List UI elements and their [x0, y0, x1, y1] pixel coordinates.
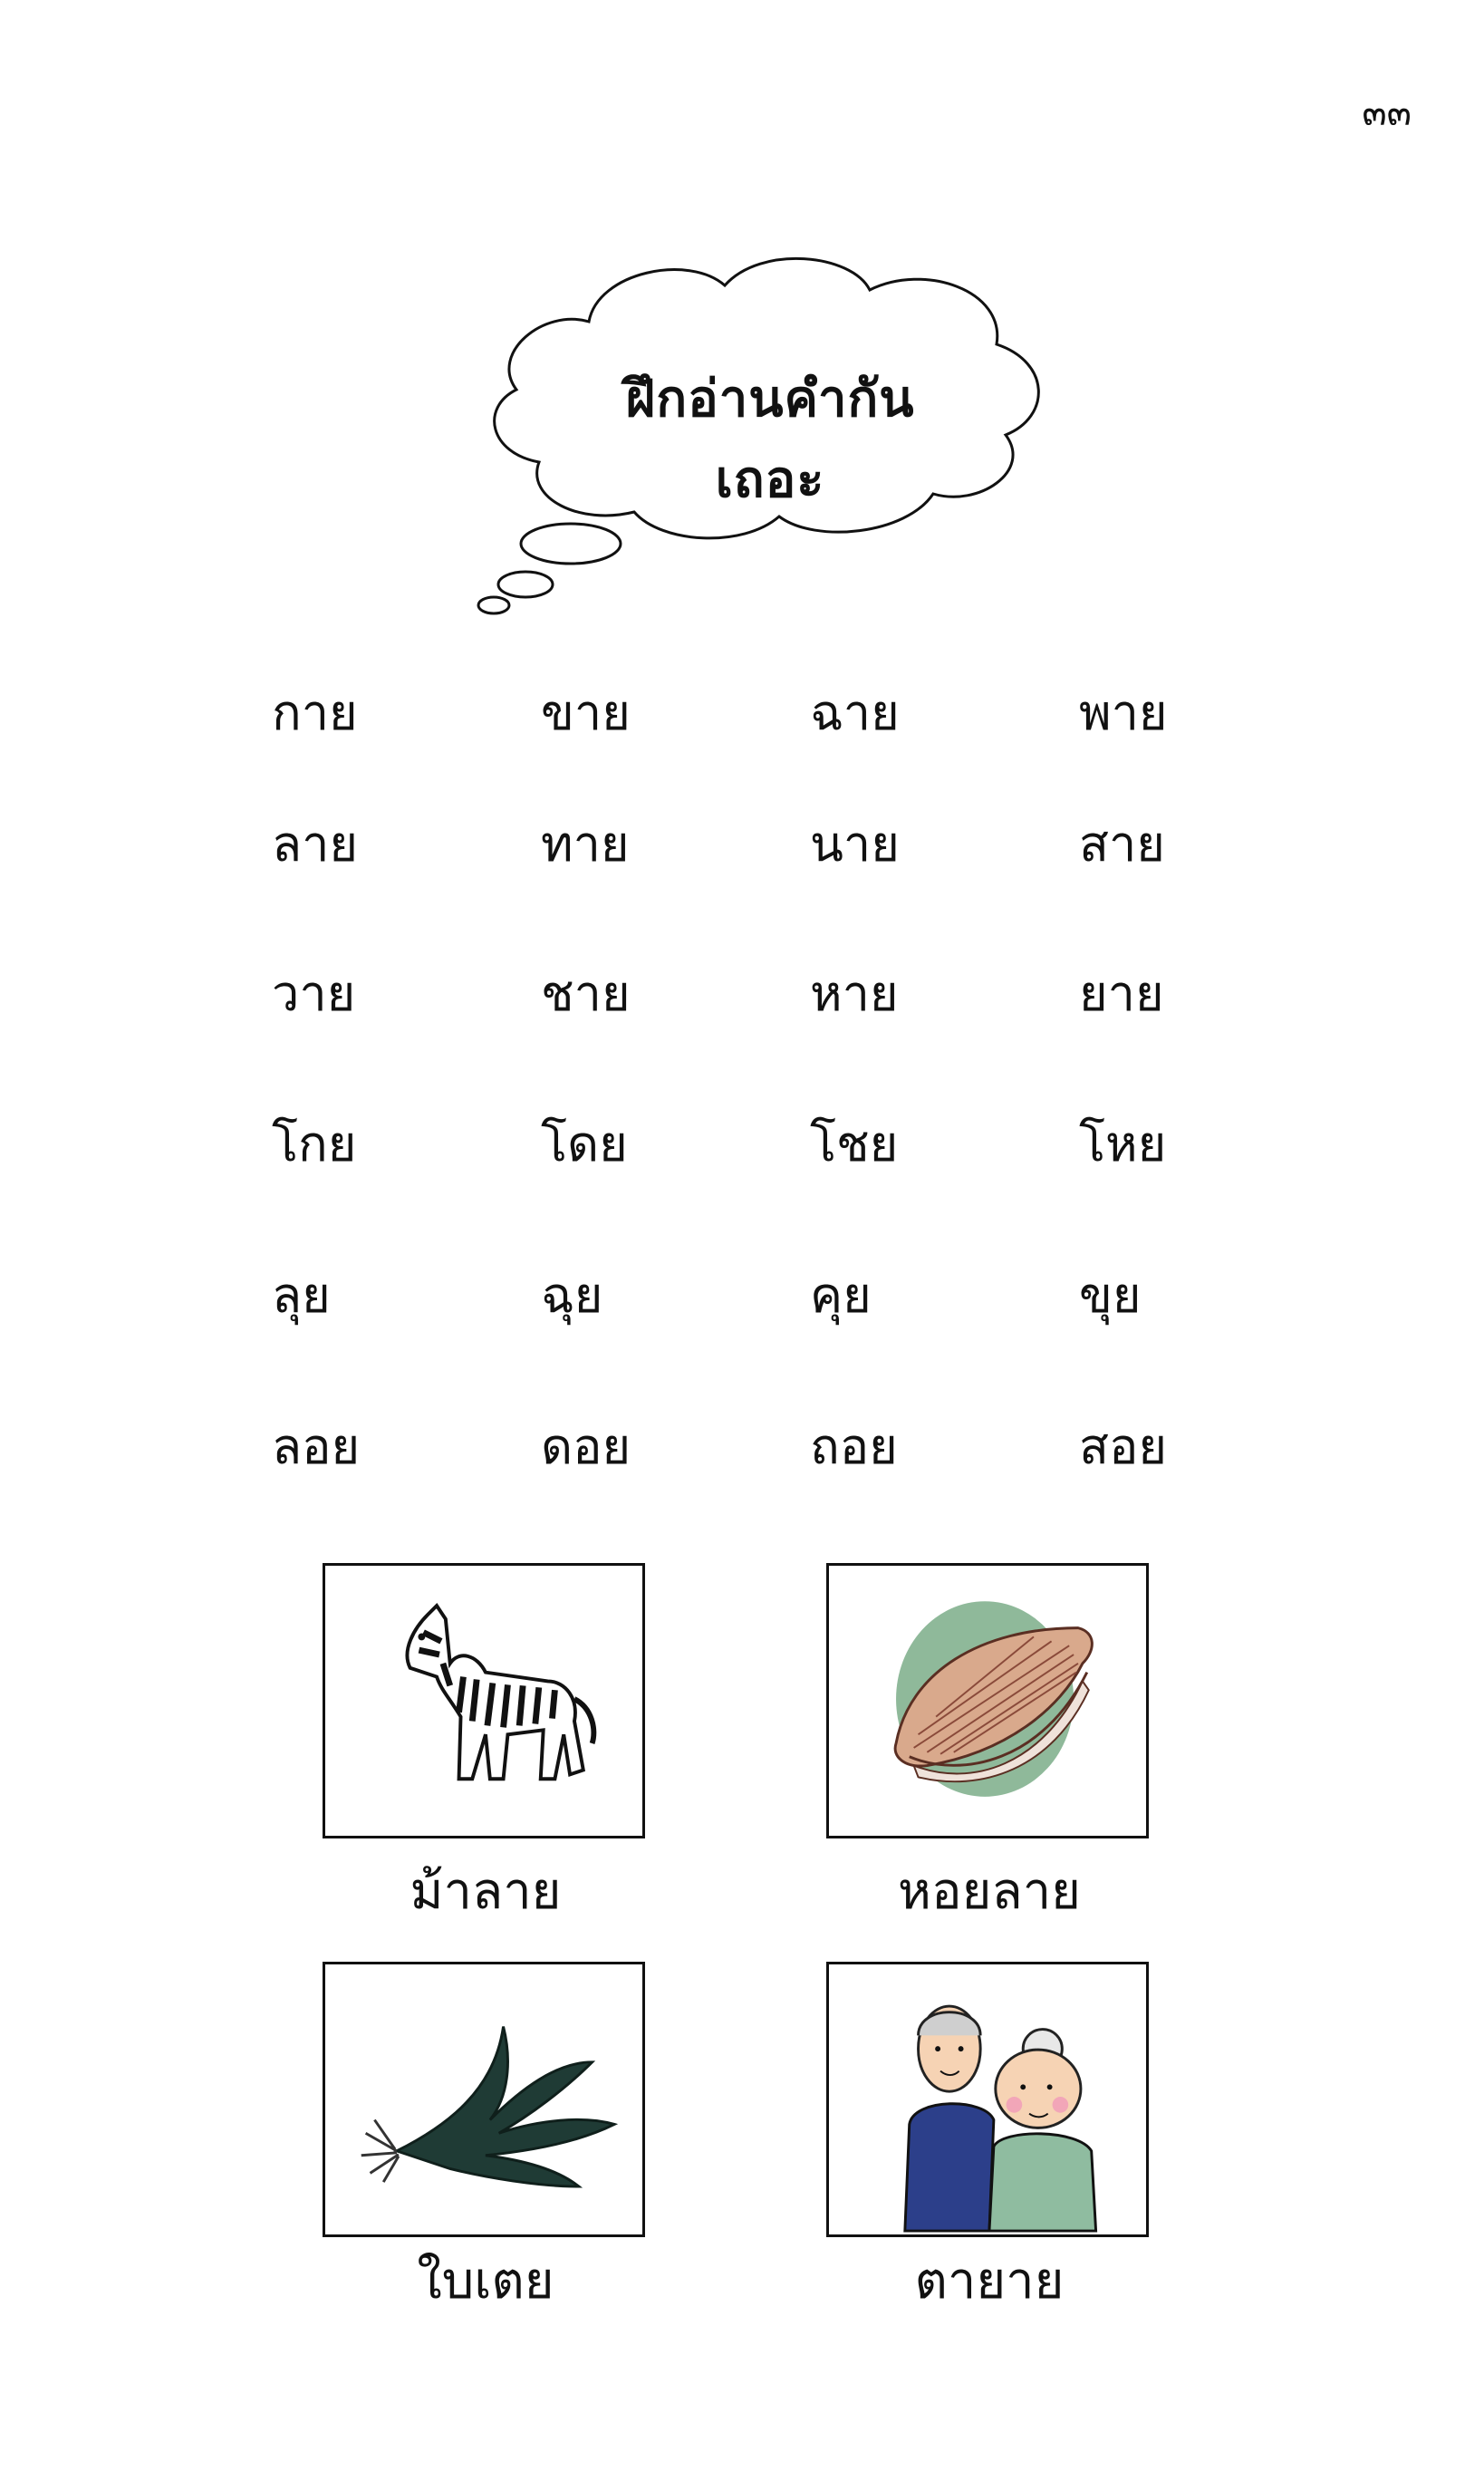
picture-caption: หอยลาย — [898, 1862, 1081, 1921]
page-title: ฝึกอ่านคำกันเถอะ — [625, 369, 915, 509]
picture-caption: ม้าลาย — [410, 1862, 562, 1921]
picture-card-grandparents — [826, 1962, 1149, 2237]
picture-caption: ใบเตย — [417, 2252, 554, 2311]
shell-icon — [829, 1566, 1146, 1836]
zebra-icon — [325, 1566, 642, 1836]
page-number: ๓๓ — [1362, 92, 1412, 134]
picture-caption: ตายาย — [914, 2252, 1065, 2311]
pandan-leaf-icon — [325, 1964, 642, 2234]
picture-card-shell — [826, 1563, 1149, 1838]
picture-card-zebra — [323, 1563, 645, 1838]
thought-cloud — [453, 236, 1087, 634]
picture-card-pandan — [323, 1962, 645, 2237]
grandparents-icon — [829, 1964, 1146, 2234]
